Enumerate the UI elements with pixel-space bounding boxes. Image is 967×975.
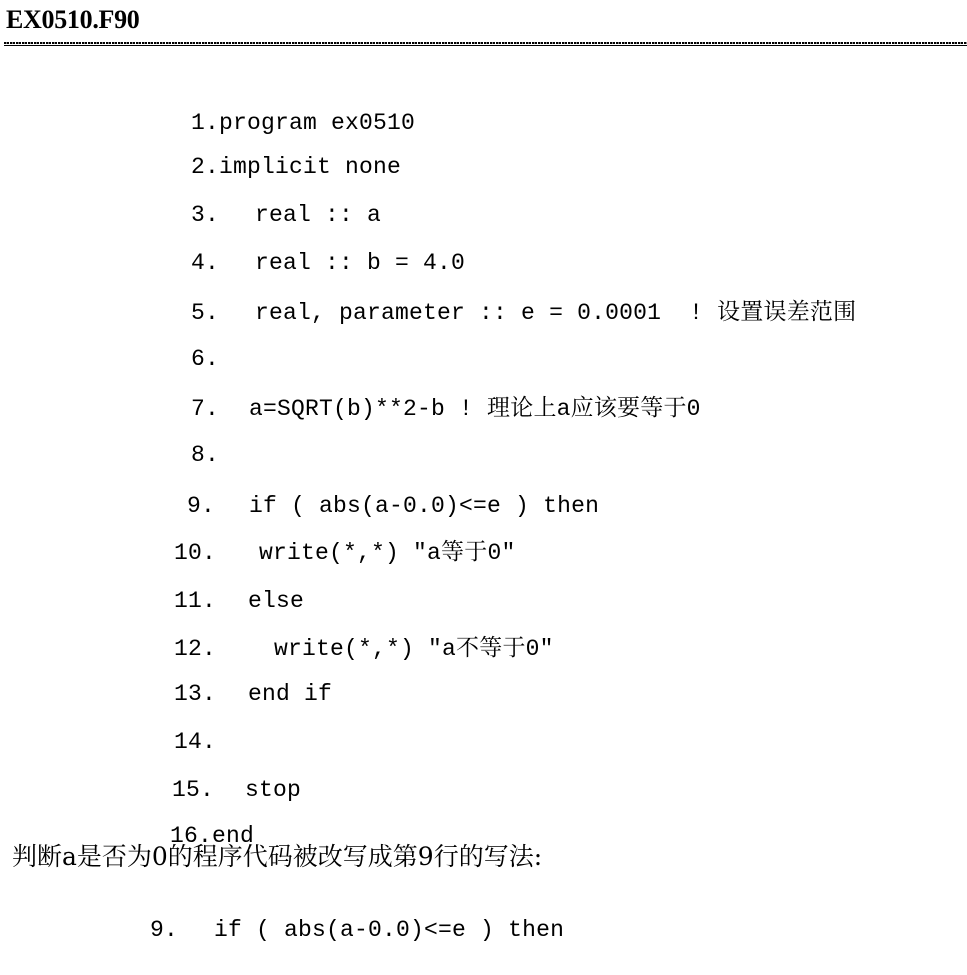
- repeated-code-line: [94, 885, 564, 975]
- line-number: 7.: [191, 396, 220, 422]
- code-text: stop: [245, 777, 302, 803]
- code-text: end if: [248, 681, 333, 707]
- line-number: 11.: [174, 588, 217, 614]
- line-number: 8.: [191, 442, 220, 468]
- line-number: 6.: [191, 346, 220, 372]
- file-title: EX0510.F90: [6, 5, 140, 34]
- line-number: 9.: [150, 917, 179, 943]
- line-number: 10.: [174, 540, 217, 566]
- code-text: program ex0510: [219, 110, 416, 136]
- line-number: 14.: [174, 729, 217, 755]
- line-number: 5.: [191, 300, 220, 326]
- line-number: 16.: [170, 823, 213, 849]
- code-text: real :: b = 4.0: [255, 250, 466, 276]
- code-text: a=SQRT(b)**2-b ! 理论上a应该要等于0: [249, 396, 701, 422]
- code-text: real :: a: [255, 202, 382, 228]
- line-number: 12.: [174, 636, 217, 662]
- code-text: implicit none: [219, 154, 402, 180]
- code-text: end: [212, 823, 255, 849]
- line-number: 13.: [174, 681, 217, 707]
- code-text: write(*,*) "a不等于0": [274, 636, 554, 662]
- line-number: 2.: [191, 154, 220, 180]
- line-number: 9.: [187, 493, 216, 519]
- code-text: write(*,*) "a等于0": [259, 540, 516, 566]
- line-number: 15.: [172, 777, 215, 803]
- explanation-text: 判断a是否为0的程序代码被改写成第9行的写法:: [12, 842, 543, 871]
- code-text: real, parameter :: e = 0.0001 ! 设置误差范围: [255, 300, 857, 326]
- code-line: [107, 268, 856, 358]
- line-number: 3.: [191, 202, 220, 228]
- line-number: 4.: [191, 250, 220, 276]
- code-text: if ( abs(a-0.0)<=e ) then: [214, 917, 565, 943]
- line-number: 1.: [191, 110, 220, 136]
- code-text: if ( abs(a-0.0)<=e ) then: [249, 493, 600, 519]
- code-text: else: [248, 588, 305, 614]
